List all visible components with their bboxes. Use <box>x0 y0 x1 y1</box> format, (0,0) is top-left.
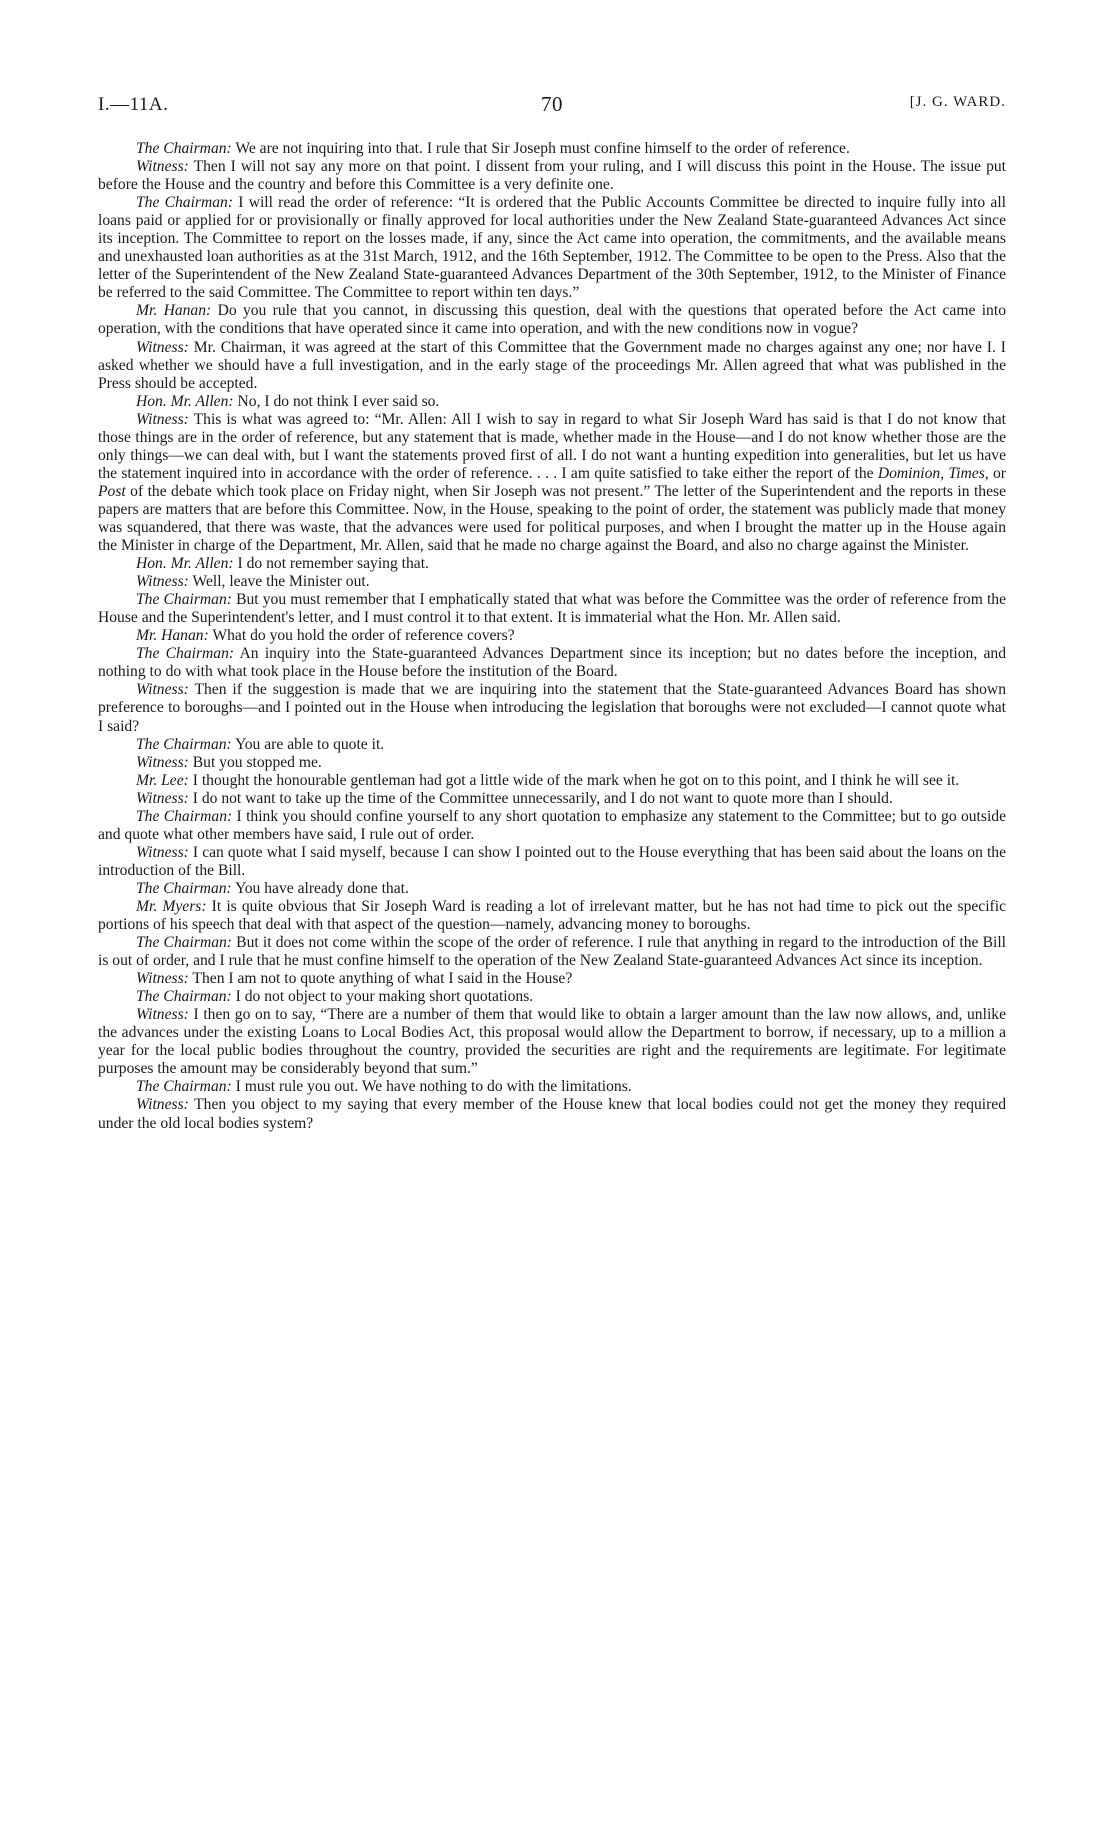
paragraph-text: An inquiry into the State-guaranteed Advances Department since its inception; but no dates before the inception, and nothing to do with what took place in the House before the institution of the Board. <box>98 645 1007 681</box>
paragraph <box>98 302 1006 338</box>
newspaper-title: Dominion, <box>877 464 945 482</box>
paragraph-text: But you must remember that I emphatically stated that what was before the Committee was the order of reference from the House and the Superintendent's letter, and I must control it to that extent. It is immaterial what the Hon. Mr. Allen said. <box>98 591 1006 627</box>
paper-reference: I.—11A. <box>98 94 169 115</box>
paragraph-text: I do not object to your making short quotations. <box>235 988 534 1006</box>
paragraph <box>98 790 1006 808</box>
paragraph <box>98 140 1006 158</box>
speaker-label: Hon. Mr. Allen: <box>136 555 234 573</box>
paragraph-text: Then you object to my saying that every member of the House knew that local bodies could not get the money they required under the old local bodies system? <box>98 1096 1006 1132</box>
paragraph-text: I do not want to take up the time of the Committee unnecessarily, and I do not want to quote more than I should. <box>192 789 893 807</box>
speaker-label: Witness: <box>136 1006 189 1024</box>
witness-name: [J. G. WARD. <box>909 94 1006 110</box>
paragraph <box>98 194 1006 302</box>
speaker-label: Witness: <box>136 573 189 591</box>
paragraph <box>98 393 1006 411</box>
paragraph <box>98 158 1006 194</box>
paragraph-text: You have already done that. <box>235 879 409 897</box>
paragraph-text: Then I am not to quote anything of what I said in the House? <box>192 970 573 988</box>
paragraph <box>98 754 1006 772</box>
newspaper-title: Post <box>98 482 126 500</box>
speaker-label: The Chairman: <box>136 879 232 897</box>
paragraph <box>98 772 1006 790</box>
running-head <box>98 94 1006 124</box>
paragraph <box>98 591 1006 627</box>
speaker-label: The Chairman: <box>136 591 232 609</box>
paragraph-text: Well, leave the Minister out. <box>192 573 370 591</box>
paragraph-text: I will read the order of reference: “It is ordered that the Public Accounts Committee be directed to inquire fully into all loans paid or applied for or provisionally or finally approved for local authorities under the New Zealand State-guaranteed Advances Act since its inception. The Committee to report on the losses made, if any, since the Act came into operation, the commitments, and the available means and unexhausted loan authorities as at the 31st March, 1912, and the 16th September, 1912. The Committee to be open to the Press. Also that the letter of the Superintendent of the New Zealand State-guaranteed Advances Department of the 30th September, 1912, to the Minister of Finance be referred to the said Committee. The Committee to report within ten days.” <box>98 194 1006 302</box>
page-number: 70 <box>541 92 563 116</box>
paragraph-text: You are able to quote it. <box>235 735 385 753</box>
paragraph <box>98 411 1006 555</box>
paragraph <box>98 555 1006 573</box>
speaker-label: Mr. Hanan: <box>136 302 212 320</box>
paragraph <box>98 808 1006 844</box>
speaker-label: Witness: <box>136 410 189 428</box>
speaker-label: Witness: <box>136 338 189 356</box>
paragraph-text: No, I do not think I ever said so. <box>237 392 440 410</box>
paragraph-text: What do you hold the order of reference covers? <box>212 627 515 645</box>
paragraph-text: This is what was agreed to: “Mr. Allen: All I wish to say in regard to what Sir Joseph Ward has said is that I do not know that those things are in the order of reference, but any statement that is made, whether made in the House—and I do not know whether those are the only things—we can deal with, but I want the statements proved first of all. I do not want a hunting expedition into generalities, but let us have the statement inquired into in accordance with the order of reference. . . . I am quite satisfied to take either the report of the <box>98 410 1006 482</box>
paragraph <box>98 898 1006 934</box>
paragraph-text: or <box>992 464 1006 482</box>
speaker-label: Witness: <box>136 1096 189 1114</box>
paragraph-text: of the debate which took place on Friday night, when Sir Joseph was not present.” The letter of the Superintendent and the reports in these papers are matters that are before this Committee. Now, in the House, speaking to the point of order, the statement was publicly made that money was squandered, that there was waste, that the advances were used for political purposes, and when I brought the matter up in the House again the Minister in charge of the Department, Mr. Allen, said that he made no charge against the Board, and also no charge against the Minister. <box>98 482 1006 555</box>
evidence-transcript <box>98 140 1006 1133</box>
speaker-label: Witness: <box>136 158 189 176</box>
speaker-label: The Chairman: <box>136 735 232 753</box>
newspaper-title: Times, <box>948 464 989 482</box>
speaker-label: Mr. Myers: <box>136 897 207 915</box>
paragraph <box>98 880 1006 898</box>
speaker-label: Mr. Hanan: <box>136 627 209 645</box>
paragraph <box>98 1078 1006 1096</box>
speaker-label: Witness: <box>136 789 189 807</box>
paragraph <box>98 1006 1006 1078</box>
speaker-label: Witness: <box>136 681 189 699</box>
paragraph-text: I thought the honourable gentleman had got a little wide of the mark when he got on to this point, and I think he will see it. <box>192 771 960 789</box>
paragraph <box>98 681 1006 735</box>
speaker-label: The Chairman: <box>136 988 232 1006</box>
paragraph <box>98 934 1006 970</box>
speaker-label: The Chairman: <box>136 140 232 157</box>
speaker-label: Witness: <box>136 970 189 988</box>
paragraph-text: Mr. Chairman, it was agreed at the start of this Committee that the Government made no charges against any one; nor have I. I asked whether we should have a full investigation, and in the early stage of the proceedings Mr. Allen agreed that what was published in the Press should be accepted. <box>98 338 1006 392</box>
paragraph <box>98 339 1006 393</box>
paragraph <box>98 645 1006 681</box>
paragraph-text: I do not remember saying that. <box>237 555 429 573</box>
paragraph-text: I can quote what I said myself, because I can show I pointed out to the House everything that has been said about the loans on the introduction of the Bill. <box>98 843 1006 879</box>
paragraph-text: Then I will not say any more on that point. I dissent from your ruling, and I will discuss this point in the House. The issue put before the House and the country and before this Committee is a very definite one. <box>98 158 1006 194</box>
document-page <box>98 94 1006 1133</box>
speaker-label: Witness: <box>136 753 189 771</box>
paragraph <box>98 970 1006 988</box>
speaker-label: Mr. Lee: <box>136 771 189 789</box>
paragraph <box>98 1096 1006 1132</box>
speaker-label: Witness: <box>136 843 189 861</box>
paragraph <box>98 844 1006 880</box>
paragraph <box>98 627 1006 645</box>
speaker-label: The Chairman: <box>136 1078 232 1096</box>
paragraph-text: But it does not come within the scope of the order of reference. I rule that anything in regard to the introduction of the Bill is out of order, and I rule that he must confine himself to the operation of the New Zealand State-guaranteed Advances Act since its inception. <box>98 934 1006 970</box>
speaker-label: The Chairman: <box>136 934 232 952</box>
paragraph-text: I must rule you out. We have nothing to do with the limitations. <box>235 1078 632 1096</box>
paragraph <box>98 573 1006 591</box>
speaker-label: The Chairman: <box>136 194 234 212</box>
paragraph-text: I then go on to say, “There are a number of them that would like to obtain a larger amount than the law now allows, and, unlike the advances under the existing Loans to Local Bodies Act, this proposal would allow the Department to borrow, if necessary, up to a million a year for the local public bodies throughout the country, provided the securities are right and the requirements are legitimate. For legitimate purposes the amount may be considerably beyond that sum.” <box>98 1006 1006 1078</box>
paragraph-text: We are not inquiring into that. I rule that Sir Joseph must confine himself to the order of reference. <box>235 140 850 157</box>
speaker-label: Hon. Mr. Allen: <box>136 392 234 410</box>
paragraph-text: Do you rule that you cannot, in discussing this question, deal with the questions that operated before the Act came into operation, with the conditions that have operated since it came into operation, and with the new conditions now in vogue? <box>98 302 1006 338</box>
speaker-label: The Chairman: <box>136 645 235 663</box>
paragraph-text: It is quite obvious that Sir Joseph Ward is reading a lot of irrelevant matter, but he has not had time to pick out the specific portions of his speech that deal with that aspect of the question—namely, advancing money to boroughs. <box>98 897 1007 934</box>
paragraph <box>98 988 1006 1006</box>
paragraph-text: I think you should confine yourself to any short quotation to emphasize any statement to the Committee; but to go outside and quote what other members have said, I rule out of order. <box>98 807 1007 843</box>
paragraph-text: But you stopped me. <box>192 753 322 771</box>
speaker-label: The Chairman: <box>136 807 233 825</box>
paragraph-text: Then if the suggestion is made that we are inquiring into the statement that the State-guaranteed Advances Board has shown preference to boroughs—and I pointed out in the House when introducing the legislation that boroughs were not excluded—I cannot quote what I said? <box>98 681 1006 735</box>
paragraph <box>98 736 1006 754</box>
